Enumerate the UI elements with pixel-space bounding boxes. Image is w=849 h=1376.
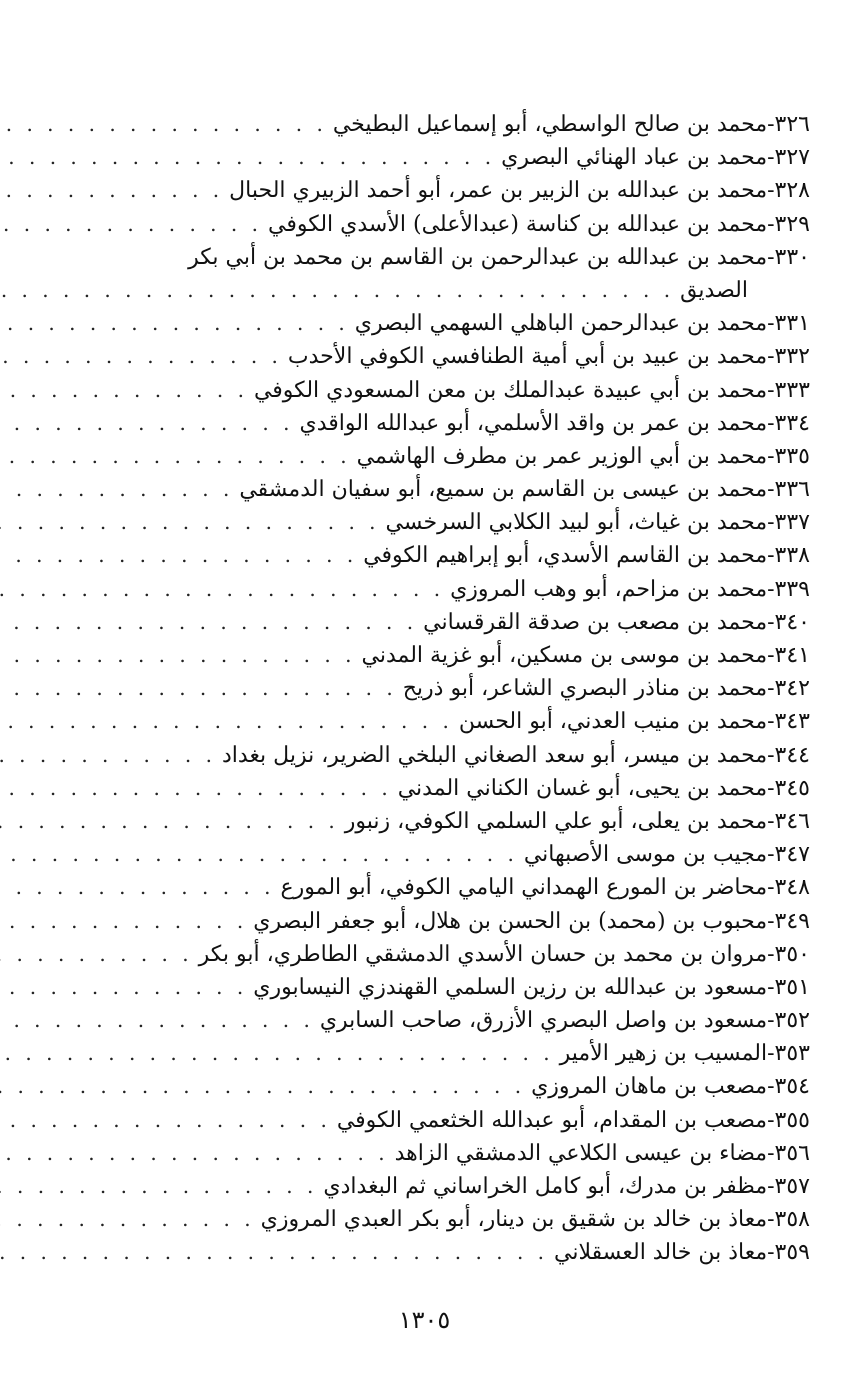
entry-number: ٣٢٨- bbox=[767, 178, 810, 204]
entry-number: ٣٥٨- bbox=[767, 1207, 810, 1233]
entry-title: مصعب بن ماهان المروزي bbox=[531, 1074, 768, 1100]
entry-title: محمد بن يحيى، أبو غسان الكناني المدني bbox=[397, 775, 768, 801]
toc-entry bbox=[62, 672, 810, 705]
entry-title: محمد بن مناذر البصري الشاعر، أبو ذريح bbox=[402, 676, 768, 702]
entry-number: ٣٥٦- bbox=[767, 1140, 810, 1166]
entry-title: معاذ بن خالد بن شقيق بن دينار، أبو بكر العبدي المروزي bbox=[260, 1207, 768, 1233]
toc-entry bbox=[62, 506, 810, 539]
dot-leader bbox=[0, 108, 333, 141]
entry-number: ٣٣٣- bbox=[767, 377, 810, 403]
entry-title: محمد بن القاسم الأسدي، أبو إبراهيم الكوفي bbox=[363, 543, 768, 569]
dot-leader bbox=[0, 1203, 261, 1236]
entry-title: محمد بن عباد الهنائي البصري bbox=[501, 145, 768, 171]
entry-number: ٣٣٥- bbox=[767, 443, 810, 469]
entry-title: محمد بن عمر بن واقد الأسلمي، أبو عبدالله الواقدي bbox=[299, 410, 768, 436]
entry-title: محمد بن ميسر، أبو سعد الصغاني البلخي الضرير، نزيل بغداد bbox=[221, 742, 768, 768]
toc-entry bbox=[62, 573, 810, 606]
entry-number: ٣٥٩- bbox=[767, 1240, 810, 1266]
toc-entry bbox=[62, 1070, 810, 1103]
entry-number: ٣٤٤- bbox=[767, 742, 810, 768]
toc-entry bbox=[62, 938, 810, 971]
dot-leader bbox=[0, 407, 299, 440]
toc-entry bbox=[62, 805, 810, 838]
dot-leader bbox=[0, 539, 363, 572]
entry-number: ٣٣١- bbox=[767, 311, 810, 337]
entry-title: الصديق bbox=[680, 277, 748, 303]
entry-title: محمد بن عيسى بن القاسم بن سميع، أبو سفيان الدمشقي bbox=[239, 477, 768, 503]
entry-number: ٣٣٢- bbox=[767, 344, 810, 370]
entry-number: ٣٣٩- bbox=[767, 576, 810, 602]
toc-entry bbox=[62, 208, 810, 241]
dot-leader bbox=[0, 606, 423, 639]
entry-title: محمد بن عبدالرحمن الباهلي السهمي البصري bbox=[354, 311, 768, 337]
dot-leader bbox=[0, 1236, 554, 1269]
entry-number: ٣٤٦- bbox=[767, 808, 810, 834]
entry-number: ٣٥٠- bbox=[767, 941, 810, 967]
dot-leader bbox=[0, 1037, 560, 1070]
entry-title: محمد بن أبي الوزير عمر بن مطرف الهاشمي bbox=[356, 443, 768, 469]
dot-leader bbox=[0, 1170, 323, 1203]
dot-leader bbox=[0, 971, 253, 1004]
entry-title: مسعود بن واصل البصري الأزرق، صاحب السابري bbox=[319, 1008, 768, 1034]
dot-leader bbox=[0, 440, 357, 473]
dot-leader bbox=[0, 672, 403, 705]
dot-leader bbox=[0, 307, 355, 340]
toc-entry bbox=[62, 473, 810, 506]
entry-title: محمد بن موسى بن مسكين، أبو غزية المدني bbox=[361, 643, 768, 668]
dot-leader bbox=[0, 141, 501, 174]
toc-entry bbox=[62, 307, 810, 340]
toc-entry bbox=[62, 174, 810, 207]
toc-entry bbox=[62, 1170, 810, 1203]
entry-number: ٣٢٧- bbox=[767, 145, 810, 171]
toc-entry bbox=[62, 340, 810, 373]
entry-number: ٣٥٣- bbox=[767, 1041, 810, 1067]
entry-title: محمد بن مصعب بن صدقة القرقساني bbox=[423, 609, 768, 635]
entry-number: ٣٥١- bbox=[767, 974, 810, 1000]
toc-entry bbox=[62, 1137, 810, 1170]
dot-leader bbox=[0, 838, 524, 871]
entry-title: معاذ بن خالد العسقلاني bbox=[554, 1240, 768, 1266]
toc-entry bbox=[62, 407, 810, 440]
toc-entry bbox=[62, 905, 810, 938]
entry-title: مروان بن محمد بن حسان الأسدي الدمشقي الطاطري، أبو بكر bbox=[198, 941, 768, 967]
toc-entry bbox=[62, 539, 810, 572]
entry-number: ٣٤٢- bbox=[767, 676, 810, 702]
entry-number: ٣٤١- bbox=[767, 643, 810, 668]
toc-entry bbox=[62, 1037, 810, 1070]
entry-title: مجيب بن موسى الأصبهاني bbox=[523, 842, 768, 868]
dot-leader bbox=[0, 374, 254, 407]
entry-title: محمد بن عبدالله بن كناسة (عبدالأعلى) الأسدي الكوفي bbox=[267, 211, 768, 237]
entry-title: المسيب بن زهير الأمير bbox=[559, 1041, 768, 1067]
dot-leader bbox=[0, 573, 450, 606]
toc-entry bbox=[62, 440, 810, 473]
toc-entry bbox=[62, 1104, 810, 1137]
entry-title: محمد بن عبدالله بن الزبير بن عمر، أبو أحمد الزبيري الحبال bbox=[229, 178, 768, 204]
entry-number: ٣٣٨- bbox=[767, 543, 810, 569]
entry-number: ٣٤٧- bbox=[767, 842, 810, 868]
toc-entry bbox=[62, 871, 810, 904]
dot-leader bbox=[0, 208, 268, 241]
toc-entry bbox=[62, 141, 810, 174]
toc-entry bbox=[62, 1004, 810, 1037]
dot-leader bbox=[0, 938, 199, 971]
dot-leader bbox=[0, 473, 239, 506]
toc-entry bbox=[62, 274, 810, 307]
toc-entry bbox=[62, 705, 810, 738]
entry-number: ٣٥٤- bbox=[767, 1074, 810, 1100]
entry-number: ٣٣٠- bbox=[767, 244, 810, 270]
entry-number: ٣٥٧- bbox=[767, 1174, 810, 1199]
entry-title: مضاء بن عيسى الكلاعي الدمشقي الزاهد bbox=[394, 1140, 768, 1166]
toc-entry bbox=[62, 772, 810, 805]
entry-title: محبوب بن (محمد) بن الحسن بن هلال، أبو جعفر البصري bbox=[253, 908, 768, 934]
dot-leader bbox=[0, 506, 386, 539]
entry-title: محاضر بن المورع الهمداني اليامي الكوفي، أبو المورع bbox=[280, 875, 768, 901]
entry-number: ٣٤٣- bbox=[767, 709, 810, 735]
dot-leader bbox=[0, 639, 361, 672]
toc-entry bbox=[62, 838, 810, 871]
entry-title: محمد بن عبيد بن أبي أمية الطنافسي الكوفي الأحدب bbox=[287, 344, 768, 370]
dot-leader bbox=[0, 905, 253, 938]
dot-leader bbox=[0, 705, 459, 738]
entry-title: مظفر بن مدرك، أبو كامل الخراساني ثم البغدادي bbox=[323, 1174, 768, 1199]
page-number: ١٣٠٥ bbox=[398, 1306, 451, 1334]
toc-entry bbox=[62, 241, 810, 274]
dot-leader bbox=[0, 1070, 531, 1103]
toc-entry bbox=[62, 374, 810, 407]
toc-entry bbox=[62, 1203, 810, 1236]
dot-leader bbox=[0, 805, 345, 838]
entry-number: ٣٥٢- bbox=[767, 1008, 810, 1034]
entry-title: محمد بن يعلى، أبو علي السلمي الكوفي، زنبور bbox=[344, 808, 768, 834]
entry-number: ٣٥٥- bbox=[767, 1107, 810, 1133]
toc-entry bbox=[62, 108, 810, 141]
dot-leader bbox=[0, 1004, 320, 1037]
entry-title: محمد بن أبي عبيدة عبدالملك بن معن المسعودي الكوفي bbox=[253, 377, 768, 403]
entry-number: ٣٣٤- bbox=[767, 410, 810, 436]
entry-number: ٣٤٥- bbox=[767, 775, 810, 801]
dot-leader bbox=[0, 871, 281, 904]
entry-title: محمد بن صالح الواسطي، أبو إسماعيل البطيخي bbox=[332, 112, 768, 137]
toc-entry bbox=[62, 971, 810, 1004]
toc-entry bbox=[62, 739, 810, 772]
dot-leader bbox=[0, 174, 229, 207]
entry-number: ٣٣٧- bbox=[767, 510, 810, 536]
entry-title: محمد بن مزاحم، أبو وهب المروزي bbox=[450, 576, 768, 602]
dot-leader bbox=[0, 340, 288, 373]
entry-number: ٣٤٠- bbox=[767, 609, 810, 635]
toc-entry bbox=[62, 1236, 810, 1269]
dot-leader bbox=[0, 1104, 337, 1137]
entry-title: محمد بن منيب العدني، أبو الحسن bbox=[458, 709, 768, 735]
entry-number: ٣٤٨- bbox=[767, 875, 810, 901]
toc-entry bbox=[62, 606, 810, 639]
entry-number: ٣٢٦- bbox=[767, 112, 810, 137]
table-of-contents bbox=[62, 108, 810, 1270]
entry-title: محمد بن عبدالله بن عبدالرحمن بن القاسم بن محمد بن أبي بكر bbox=[188, 244, 768, 270]
dot-leader bbox=[0, 274, 680, 307]
toc-entry bbox=[62, 639, 810, 672]
dot-leader bbox=[0, 739, 222, 772]
entry-title: مسعود بن عبدالله بن رزين السلمي القهندزي النيسابوري bbox=[253, 974, 768, 1000]
dot-leader bbox=[0, 772, 398, 805]
entry-number: ٣٢٩- bbox=[767, 211, 810, 237]
entry-title: محمد بن غياث، أبو لبيد الكلابي السرخسي bbox=[385, 510, 768, 536]
entry-number: ٣٤٩- bbox=[767, 908, 810, 934]
dot-leader bbox=[0, 1137, 395, 1170]
entry-title: مصعب بن المقدام، أبو عبدالله الخثعمي الكوفي bbox=[336, 1107, 768, 1133]
entry-number: ٣٣٦- bbox=[767, 477, 810, 503]
